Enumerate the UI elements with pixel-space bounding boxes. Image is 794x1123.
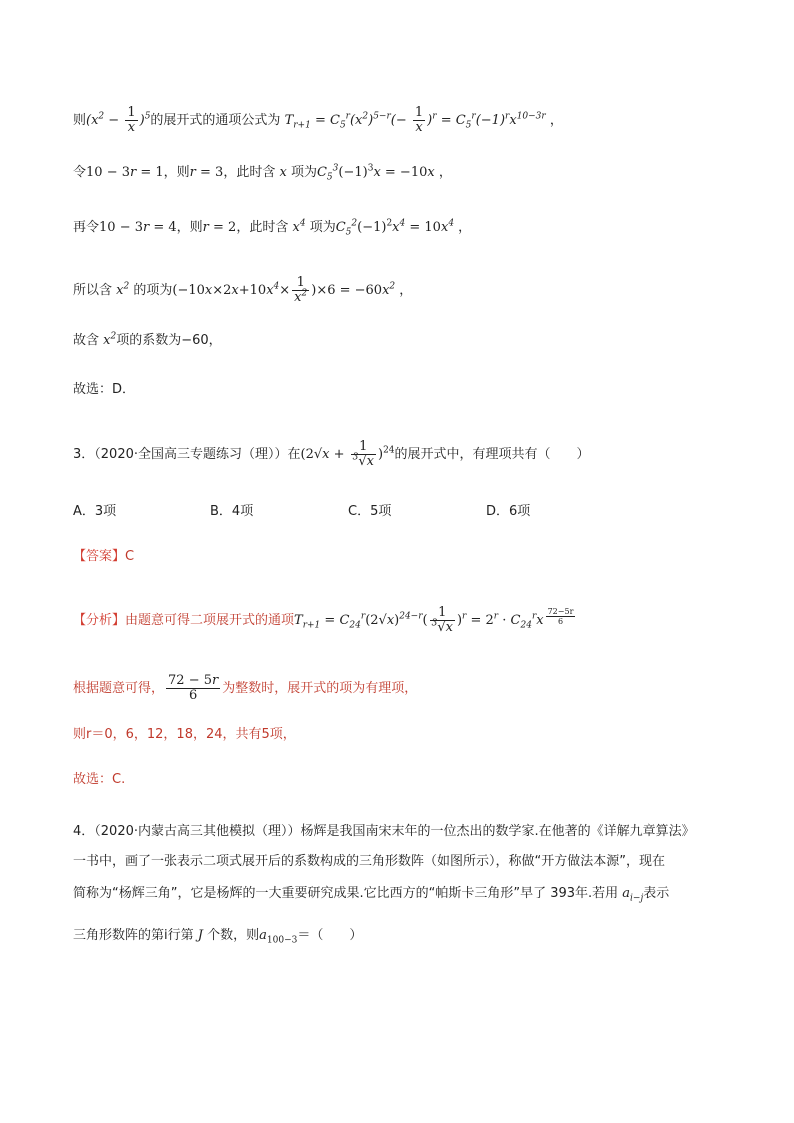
formula-q3-term: $T_{r+1} = C_{24}^r(2√x)^{24-r}$( $\frac{1}{^3√x}$ )$^r = 2^r \cdot C_{24}^rx$ $^{\frac{72-5r}{6}}$ — [294, 605, 574, 635]
s2-line-4: 所以含 $x^2$ 的项为($-10x\times 2x+10x^4\times$ $\frac{1}{x^2}$ )$\times 6 = -60x^2$ ， — [73, 275, 413, 305]
q3-stem: 3．（2020·全国高三专题练习（理））在(2√x + $\frac{1}{^3√x}$ )$^{24}$的展开式中，有理项共有（ ） — [73, 439, 590, 469]
q3-option-a[interactable]: A．3项 — [73, 504, 117, 519]
formula-general-term: $T_{r+1} = C_5^r(x^2)^{5-r}(-$ $\frac{1}{x}$ )$^r = C_5^r(-1)^rx^{10-3r}$ — [280, 105, 546, 135]
q4-line-3: 简称为“杨辉三角”，它是杨辉的一大重要研究成果.它比西方的“帕斯卡三角形”早了 393年.若用 $a_{i-j}$表示 — [73, 886, 670, 904]
formula-q3-binomial: (2√x + $\frac{1}{^3√x}$ )$^{24}$ — [300, 439, 395, 469]
q3-analysis: 【分析】由题意可得二项展开式的通项$T_{r+1} = C_{24}^r(2√x)^{24-r}$( $\frac{1}{^3√x}$ )$^r = 2^r \cdot C_{24}^rx$ $^{\frac{72-5r}{6}}$ — [73, 606, 577, 635]
q4-line-4: 三角形数阵的第i行第 J 个数，则$a_{100-3}=$（ ） — [73, 928, 363, 946]
s2-line-5: 故含 $x^2$项的系数为−60， — [73, 331, 222, 348]
s2-line-2: 令10 − 3r = 1，则r = 3，此时含 x 项为$C_5^3(-1)^3x = -10x$ ， — [73, 163, 452, 183]
q3-answer — [73, 547, 134, 567]
s2-line-3: 再令10 − 3r = 4，则r = 2，此时含 $x^4$ 项为$C_5^2(-1)^2x^4 = 10x^4$ ， — [73, 218, 472, 238]
q3-line-3: 则r＝0，6，12，18，24，共有5项， — [73, 727, 296, 742]
q3-option-d[interactable]: D．6项 — [486, 504, 531, 519]
answer-tag: 【答案】 — [73, 549, 126, 564]
q3-option-b[interactable]: B．4项 — [210, 504, 254, 519]
s2-line-6: 故选：D． — [73, 382, 136, 397]
q4-line-1: 4．（2020·内蒙古高三其他模拟（理））杨辉是我国南宋末年的一位杰出的数学家.在他著的《详解九章算法》 — [73, 824, 695, 839]
analysis-tag: 【分析】 — [73, 613, 126, 628]
q3-option-c[interactable]: C．5项 — [348, 504, 392, 519]
q3-line-4: 故选：C. — [73, 772, 126, 787]
q4-line-2: 一书中，画了一张表示二项式展开后的系数构成的三角形数阵（如图所示），称做“开方做法本源”，现在 — [73, 854, 665, 869]
formula-binomial: ($x^2$ − $\frac{1}{x}$ )$^5$ — [86, 105, 151, 135]
s2-line-1: 则($x^2$ − $\frac{1}{x}$ )$^5$的展开式的通项公式为 $T_{r+1} = C_5^r(x^2)^{5-r}(-$ $\frac{1}{x}$ )$^r = C_5^r(-1)^rx^{10-3r}$ ， — [73, 105, 563, 135]
answer-value: C — [125, 549, 135, 564]
q3-line-2: 根据题意可得， $\frac{72 - 5r}{6}$ 为整数时，展开式的项为有理项， — [73, 673, 418, 703]
